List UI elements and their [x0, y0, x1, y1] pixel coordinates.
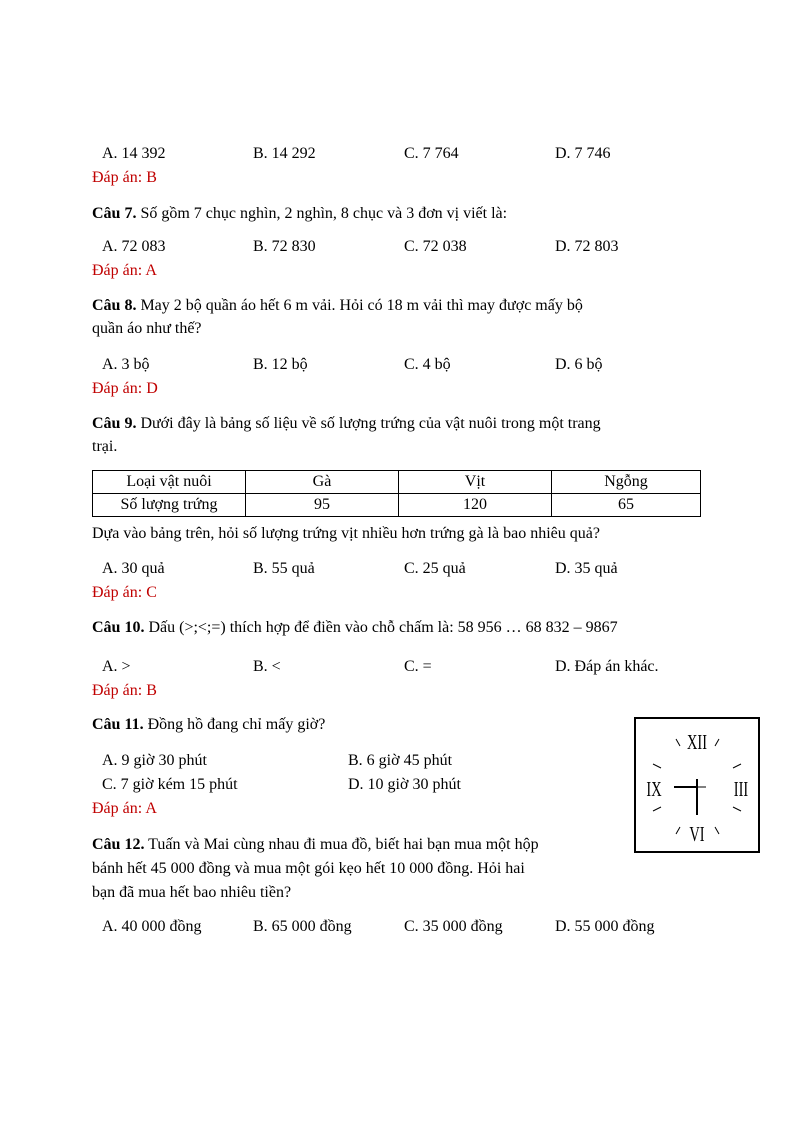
q9-options	[102, 559, 742, 579]
q12-option-a: A. 40 000 đồng	[102, 918, 202, 935]
clock-tick	[653, 764, 661, 768]
table-cell: Số lượng trứng	[93, 494, 246, 517]
q9-text-line1: Dưới đây là bảng số liệu về số lượng trứng của vật nuôi trong một trang	[136, 415, 601, 432]
q9-text-line2: trại.	[92, 438, 118, 455]
q8-question	[92, 296, 583, 316]
q11-question	[92, 715, 325, 735]
q9-option-d: D. 35 quả	[555, 560, 618, 577]
q8-label: Câu 8.	[92, 297, 137, 314]
q12-text-line3: bạn đã mua hết bao nhiêu tiền?	[92, 884, 292, 901]
clock-numeral-9: IX	[646, 777, 662, 801]
q7-answer: Đáp án: A	[92, 262, 157, 279]
q12-options	[102, 917, 742, 937]
q10-question	[92, 618, 618, 638]
q10-option-d: D. Đáp án khác.	[555, 658, 659, 675]
table-row	[93, 471, 701, 494]
q12-text-line2: bánh hết 45 000 đồng và mua một gói kẹo hết 10 000 đồng. Hỏi hai	[92, 860, 525, 877]
q9-option-a: A. 30 quả	[102, 560, 165, 577]
clock-numeral-3: III	[733, 777, 749, 801]
q11-label: Câu 11.	[92, 716, 144, 733]
q8-text-line2: quần áo như thế?	[92, 320, 202, 337]
q8-answer: Đáp án: D	[92, 380, 158, 397]
q10-option-c: C. =	[404, 658, 432, 675]
table-row	[93, 494, 701, 517]
q7-option-c: C. 72 038	[404, 238, 467, 255]
clock-tick	[733, 807, 741, 811]
q8-option-c: C. 4 bộ	[404, 356, 451, 373]
table-cell: Vịt	[399, 471, 552, 494]
clock-tick	[653, 807, 661, 811]
q12-option-b: B. 65 000 đồng	[253, 918, 352, 935]
table-cell: Loại vật nuôi	[93, 471, 246, 494]
clock-tick	[715, 827, 719, 834]
q8-text-line1: May 2 bộ quần áo hết 6 m vải. Hỏi có 18 m vải thì may được mấy bộ	[136, 297, 583, 314]
table-cell: 95	[246, 494, 399, 517]
q12-text-line1: Tuấn và Mai cùng nhau đi mua đồ, biết hai bạn mua một hộp	[144, 836, 539, 853]
q11-option-c: C. 7 giờ kém 15 phút	[102, 776, 238, 793]
q9-sub-question: Dựa vào bảng trên, hỏi số lượng trứng vịt nhiều hơn trứng gà là bao nhiêu quả?	[92, 525, 600, 542]
table-cell: Ngỗng	[552, 471, 701, 494]
q7-question	[92, 204, 507, 224]
q8-option-a: A. 3 bộ	[102, 356, 150, 373]
q7-text: Số gồm 7 chục nghìn, 2 nghìn, 8 chục và 3 đơn vị viết là:	[136, 205, 508, 222]
q8-options	[102, 355, 742, 375]
clock-face	[636, 719, 758, 851]
table-cell: 120	[399, 494, 552, 517]
egg-count-table	[92, 470, 701, 517]
q10-label: Câu 10.	[92, 619, 145, 636]
q8-option-d: D. 6 bộ	[555, 356, 603, 373]
q12-option-c: C. 35 000 đồng	[404, 918, 503, 935]
q10-option-b: B. <	[253, 658, 281, 675]
table-cell: Gà	[246, 471, 399, 494]
q9-option-c: C. 25 quả	[404, 560, 466, 577]
q11-option-b: B. 6 giờ 45 phút	[348, 752, 453, 769]
q8-option-b: B. 12 bộ	[253, 356, 308, 373]
q7-label: Câu 7.	[92, 205, 137, 222]
q12-label: Câu 12.	[92, 836, 145, 853]
q6-option-b: B. 14 292	[253, 145, 316, 162]
q6-option-d: D. 7 746	[555, 145, 611, 162]
q11-option-d: D. 10 giờ 30 phút	[348, 776, 461, 793]
clock-tick	[715, 739, 719, 746]
q10-text: Dấu (>;<;=) thích hợp để điền vào chỗ chấm là: 58 956 … 68 832 – 9867	[144, 619, 618, 636]
q11-option-a: A. 9 giờ 30 phút	[102, 752, 207, 769]
clock-numeral-6: VI	[689, 822, 705, 846]
q9-answer: Đáp án: C	[92, 584, 157, 601]
q9-option-b: B. 55 quả	[253, 560, 315, 577]
clock-tick	[676, 739, 680, 746]
q7-option-d: D. 72 803	[555, 238, 619, 255]
q9-label: Câu 9.	[92, 415, 137, 432]
q6-answer: Đáp án: B	[92, 169, 157, 186]
q7-option-b: B. 72 830	[253, 238, 316, 255]
q7-options	[102, 237, 742, 257]
q11-text: Đồng hồ đang chỉ mấy giờ?	[143, 716, 326, 733]
q10-options	[102, 657, 742, 677]
q12-question	[92, 835, 539, 855]
q6-option-c: C. 7 764	[404, 145, 459, 162]
q10-answer: Đáp án: B	[92, 682, 157, 699]
clock-tick	[676, 827, 680, 834]
q6-options	[102, 144, 742, 164]
q10-option-a: A. >	[102, 658, 131, 675]
q7-option-a: A. 72 083	[102, 238, 166, 255]
q11-answer: Đáp án: A	[92, 800, 157, 817]
clock-tick	[733, 764, 741, 768]
clock-illustration	[634, 717, 760, 853]
q9-question	[92, 414, 601, 434]
q6-option-a: A. 14 392	[102, 145, 166, 162]
q12-option-d: D. 55 000 đồng	[555, 918, 655, 935]
clock-numeral-12: XII	[687, 730, 707, 754]
table-cell: 65	[552, 494, 701, 517]
